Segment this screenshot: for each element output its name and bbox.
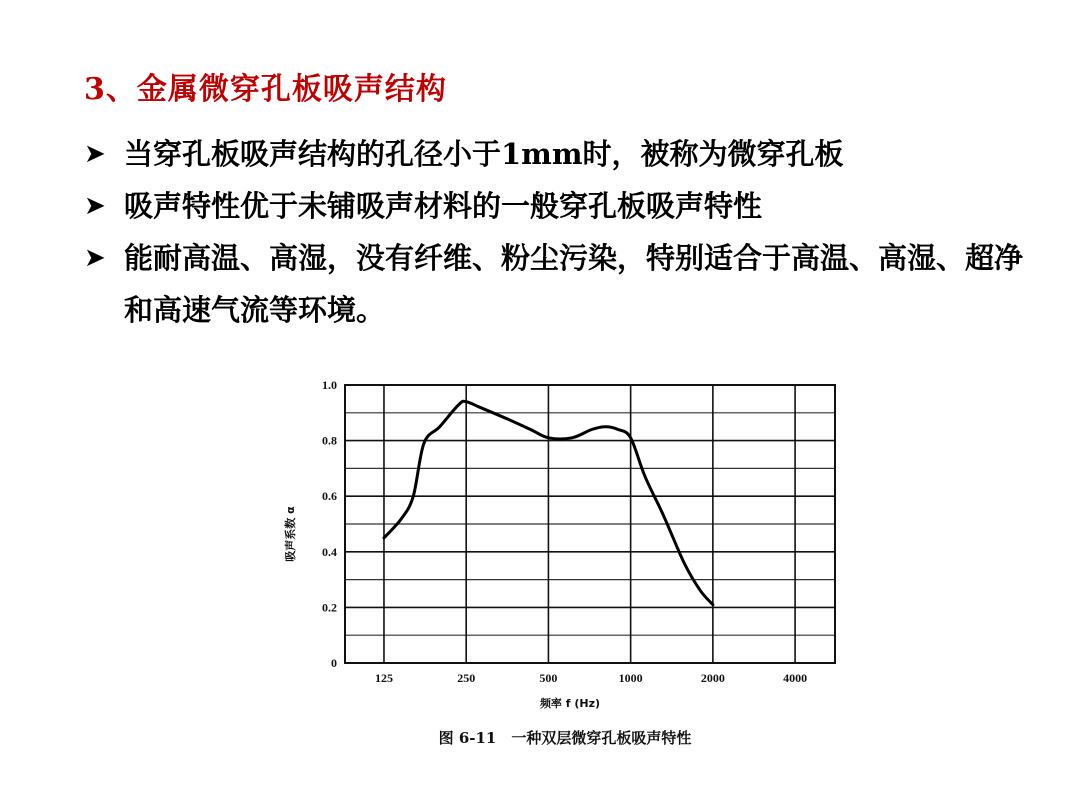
x-tick-label: 125 — [374, 671, 393, 685]
absorption-chart — [270, 370, 840, 760]
figure-caption: 图 6-11 一种双层微穿孔板吸声特性 — [438, 729, 692, 747]
bullet-item — [84, 180, 1034, 232]
slide-title: 3、金属微穿孔板吸声结构 — [84, 72, 447, 107]
chart-tick-labels — [322, 378, 807, 685]
x-tick-label: 500 — [539, 671, 558, 685]
chart-grid — [345, 385, 835, 663]
arrowhead-bullet-icon: ➤ — [84, 139, 106, 169]
bullet-list — [84, 128, 1034, 336]
x-tick-label: 250 — [457, 671, 476, 685]
arrowhead-bullet-icon: ➤ — [84, 243, 106, 273]
arrowhead-bullet-icon: ➤ — [84, 191, 106, 221]
bullet-item — [84, 128, 1034, 180]
x-tick-label: 4000 — [783, 671, 808, 685]
absorption-chart-figure — [270, 370, 840, 760]
x-axis-label: 频率 f (Hz) — [539, 697, 601, 710]
y-tick-label: 0.6 — [322, 489, 337, 504]
y-axis-label: 吸声系数 α — [284, 506, 297, 562]
y-tick-label: 0.2 — [322, 600, 337, 615]
bullet-item — [84, 232, 1034, 336]
y-tick-label: 0 — [331, 656, 337, 670]
y-tick-label: 1.0 — [322, 378, 337, 392]
y-tick-label: 0.8 — [322, 433, 337, 448]
bullet-text: 能耐高温、高湿，没有纤维、粉尘污染，特别适合于高温、高湿、超净和高速气流等环境。 — [124, 241, 1024, 327]
bullet-text: 当穿孔板吸声结构的孔径小于1mm时，被称为微穿孔板 — [124, 137, 844, 171]
y-tick-label: 0.4 — [322, 544, 337, 559]
x-tick-label: 2000 — [700, 671, 725, 685]
x-tick-label: 1000 — [618, 671, 643, 685]
bullet-text: 吸声特性优于未铺吸声材料的一般穿孔板吸声特性 — [124, 189, 763, 223]
